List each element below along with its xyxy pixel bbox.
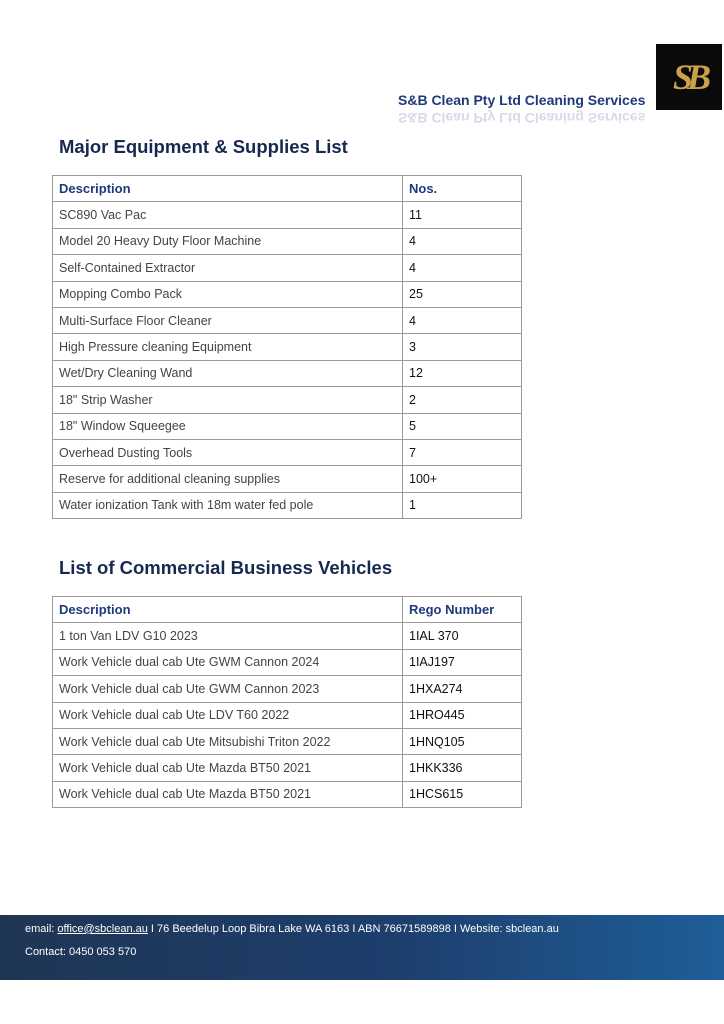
- table-row: [53, 307, 522, 333]
- equipment-count-cell: 4: [403, 307, 522, 333]
- table-row: [53, 387, 522, 413]
- table-row: [53, 702, 522, 728]
- table-row: [53, 413, 522, 439]
- table-row: [53, 334, 522, 360]
- vehicle-description-cell: 1 ton Van LDV G10 2023: [53, 623, 403, 649]
- table-row: [53, 466, 522, 492]
- equipment-count-cell: 7: [403, 439, 522, 465]
- vehicle-rego-cell: 1HXA274: [403, 676, 522, 702]
- vehicle-rego-cell: 1IAJ197: [403, 649, 522, 675]
- table-row: [53, 360, 522, 386]
- vehicle-description-cell: Work Vehicle dual cab Ute Mazda BT50 2021: [53, 755, 403, 781]
- column-header-rego: Rego Number: [403, 597, 522, 623]
- table-row: [53, 623, 522, 649]
- equipment-count-cell: 12: [403, 360, 522, 386]
- vehicles-table: [52, 596, 522, 808]
- equipment-description-cell: Water ionization Tank with 18m water fed pole: [53, 492, 403, 518]
- equipment-header-row: [53, 176, 522, 202]
- vehicles-section-title: List of Commercial Business Vehicles: [59, 557, 393, 578]
- logo-monogram: SB: [672, 57, 706, 97]
- vehicle-rego-cell: 1IAL 370: [403, 623, 522, 649]
- vehicle-description-cell: Work Vehicle dual cab Ute LDV T60 2022: [53, 702, 403, 728]
- company-logo: [656, 44, 722, 110]
- equipment-description-cell: High Pressure cleaning Equipment: [53, 334, 403, 360]
- address-details: I 76 Beedelup Loop Bibra Lake WA 6163 I ABN 76671589898 I Website: sbclean.au: [147, 923, 559, 935]
- equipment-description-cell: 18" Strip Washer: [53, 387, 403, 413]
- vehicle-description-cell: Work Vehicle dual cab Ute GWM Cannon 2024: [53, 649, 403, 675]
- vehicle-rego-cell: 1HNQ105: [403, 728, 522, 754]
- equipment-count-cell: 4: [403, 228, 522, 254]
- equipment-description-cell: Mopping Combo Pack: [53, 281, 403, 307]
- equipment-count-cell: 5: [403, 413, 522, 439]
- table-row: [53, 281, 522, 307]
- vehicle-description-cell: Work Vehicle dual cab Ute Mitsubishi Triton 2022: [53, 728, 403, 754]
- company-name: S&B Clean Pty Ltd Cleaning Services: [398, 92, 646, 108]
- vehicle-description-cell: Work Vehicle dual cab Ute Mazda BT50 2021: [53, 781, 403, 807]
- equipment-count-cell: 4: [403, 255, 522, 281]
- equipment-count-cell: 25: [403, 281, 522, 307]
- column-header-description: Description: [53, 176, 403, 202]
- equipment-description-cell: Reserve for additional cleaning supplies: [53, 466, 403, 492]
- vehicle-description-cell: Work Vehicle dual cab Ute GWM Cannon 2023: [53, 676, 403, 702]
- table-row: [53, 676, 522, 702]
- equipment-count-cell: 2: [403, 387, 522, 413]
- table-row: [53, 439, 522, 465]
- equipment-count-cell: 1: [403, 492, 522, 518]
- table-row: [53, 781, 522, 807]
- equipment-description-cell: SC890 Vac Pac: [53, 202, 403, 228]
- table-row: [53, 755, 522, 781]
- table-row: [53, 228, 522, 254]
- table-row: [53, 255, 522, 281]
- footer-phone: Contact: 0450 053 570: [25, 946, 137, 958]
- equipment-description-cell: Self-Contained Extractor: [53, 255, 403, 281]
- equipment-count-cell: 3: [403, 334, 522, 360]
- page-footer: [0, 915, 724, 980]
- table-row: [53, 492, 522, 518]
- email-label: email:: [25, 923, 58, 935]
- equipment-count-cell: 11: [403, 202, 522, 228]
- footer-contact-line: [25, 923, 559, 935]
- equipment-section-title: Major Equipment & Supplies List: [59, 136, 348, 157]
- vehicle-rego-cell: 1HRO445: [403, 702, 522, 728]
- equipment-description-cell: Overhead Dusting Tools: [53, 439, 403, 465]
- column-header-description: Description: [53, 597, 403, 623]
- equipment-table: [52, 175, 522, 519]
- table-row: [53, 728, 522, 754]
- company-name-reflection: S&B Clean Pty Ltd Cleaning Services: [398, 110, 646, 126]
- email-link[interactable]: office@sbclean.au: [57, 923, 148, 935]
- vehicle-rego-cell: 1HKK336: [403, 755, 522, 781]
- vehicles-header-row: [53, 597, 522, 623]
- column-header-count: Nos.: [403, 176, 522, 202]
- equipment-description-cell: Multi-Surface Floor Cleaner: [53, 307, 403, 333]
- equipment-description-cell: Model 20 Heavy Duty Floor Machine: [53, 228, 403, 254]
- equipment-description-cell: 18" Window Squeegee: [53, 413, 403, 439]
- vehicle-rego-cell: 1HCS615: [403, 781, 522, 807]
- equipment-count-cell: 100+: [403, 466, 522, 492]
- equipment-description-cell: Wet/Dry Cleaning Wand: [53, 360, 403, 386]
- table-row: [53, 202, 522, 228]
- table-row: [53, 649, 522, 675]
